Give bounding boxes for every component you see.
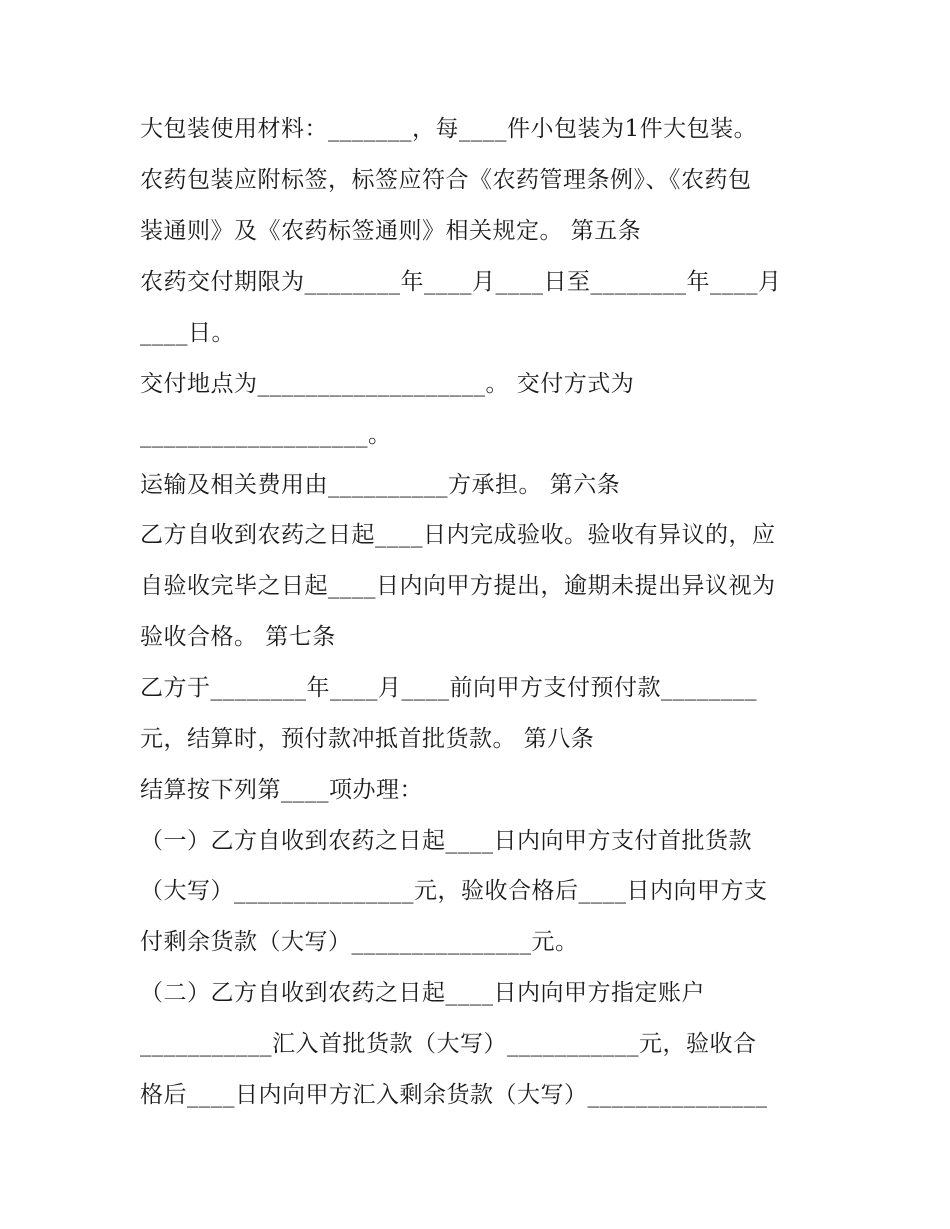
text-line: 运输及相关费用由__________方承担。 第六条 (140, 472, 621, 498)
text-line: 装通则》及《农药标签通则》相关规定。 第五条 (140, 218, 642, 244)
text-line: ___________________。 (140, 422, 392, 448)
text-line: 格后____日内向甲方汇入剩余货款（大写）_______________ (140, 1082, 768, 1108)
text-line: 交付地点为___________________。 交付方式为 (140, 371, 635, 397)
text-line: （一）乙方自收到农药之日起____日内向甲方支付首批货款 (140, 828, 752, 854)
text-line: 自验收完毕之日起____日内向甲方提出，逾期未提出异议视为 (140, 573, 776, 599)
text-line: 验收合格。 第七条 (140, 624, 336, 650)
text-line: ___________汇入首批货款（大写）___________元，验收合 (140, 1031, 757, 1057)
text-line: 付剩余货款（大写）_______________元。 (140, 929, 579, 955)
text-line: 大包装使用材料：_______，每____件小包装为1件大包装。 (140, 116, 758, 142)
text-line: （大写）_______________元，验收合格后____日内向甲方支 (140, 878, 768, 904)
text-line: 农药包装应附标签，标签应符合《农药管理条例》、《农药包 (140, 167, 752, 193)
text-line: 元，结算时，预付款冲抵首批货款。 第八条 (140, 726, 595, 752)
text-line: 乙方于________年____月____前向甲方支付预付款________ (140, 675, 757, 701)
text-line: 结算按下列第____项办理： (140, 777, 423, 803)
text-line: ____日。 (140, 320, 235, 346)
text-line: 农药交付期限为________年____月____日至________年____月 (140, 269, 782, 295)
text-line: （二）乙方自收到农药之日起____日内向甲方指定账户 (140, 980, 705, 1006)
text-line: 乙方自收到农药之日起____日内完成验收。验收有异议的，应 (140, 522, 776, 548)
